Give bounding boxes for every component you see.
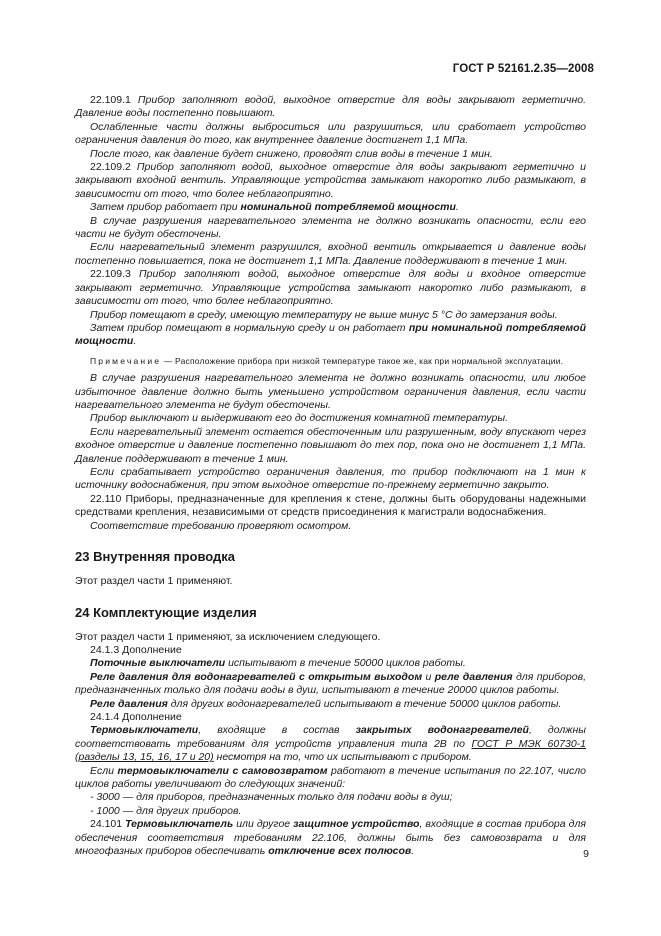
note-text: — Расположение прибора при низкой температуре такое же, как при нормальной эксплуатации.: [161, 355, 564, 366]
bold-term: реле давления: [434, 670, 513, 683]
bold-term: Реле давления: [90, 697, 168, 710]
paragraph: Прибор выключают и выдерживают его до достижения комнатной температуры.: [90, 412, 509, 425]
text: , входящие в состав прибора для обеспечения соответствия требованиям 22.106, должны быть без самовозврата и для многофазных приборов обеспечивать: [75, 818, 586, 857]
paragraph: Соответствие требованию проверяют осмотром.: [90, 519, 352, 532]
paragraph-22-109-3: [75, 268, 586, 308]
paragraph-22-109-2: [75, 161, 586, 201]
text: для других водонагревателей испытывают в течение 50000 циклов работы.: [167, 697, 562, 710]
text: несмотря на то, что их испытывают с прибором.: [213, 751, 472, 764]
bold-term: отключение всех полюсов: [268, 845, 412, 857]
paragraph: [75, 657, 586, 670]
text: для приборов, предназначенных только для подачи воды в душ, испытывают в течение 20000 циклов работы.: [75, 670, 586, 697]
text: работают в течение испытания по 22.107, число циклов работы увеличивают до следующих значений:: [75, 764, 586, 790]
text: .: [455, 201, 459, 214]
bold-term: при номинальной потребляемой мощности: [75, 321, 586, 348]
paragraph: Если срабатывает устройство ограничения давления, то прибор подключают на 1 мин к источнику водоснабжения, при этом выходное отверстие по-прежнему герметично закрыто.: [75, 466, 586, 492]
bold-term: Поточные выключатели: [90, 657, 226, 670]
document-header: ГОСТ Р 52161.2.35—2008: [452, 63, 594, 75]
text: или другое: [233, 818, 294, 831]
paragraph: [75, 724, 586, 764]
clause-24-1-3: 24.1.3 Дополнение: [90, 643, 182, 656]
section-heading-24: 24 Комплектующие изделия: [75, 604, 257, 620]
paragraph-22-109-1: [75, 94, 586, 121]
paragraph-24-101: [75, 818, 586, 858]
text: испытывают в течение 50000 циклов работы.: [225, 657, 466, 670]
paragraph: Прибор помещают в среду, имеющую температуру не выше минус 5 °С до замерзания воды.: [90, 308, 558, 321]
clause-text: Прибор заполняют водой, выходное отверстие для воды закрывают герметично и закрывают входной вентиль. Управляющие устройства замыкают накоротко либо размыкают, в зависимости от того, что более неблагоприятно.: [75, 161, 586, 200]
text: .: [133, 335, 137, 348]
list-item: - 1000 — для других приборов.: [90, 804, 242, 817]
paragraph: [75, 322, 586, 349]
clause-text: Прибор заполняют водой, выходное отверстие для воды и входное отверстие закрывают герметично. Управляющие устройства замыкают накоротко либо размыкают, в зависимости от того, что более неблагоприятно.: [75, 268, 586, 308]
paragraph: Если нагревательный элемент разрушился, входной вентиль открывается и давление воды постепенно повышается, пока не достигнет 1,1 МПа. Давление поддерживают в течение 1 мин.: [75, 241, 586, 267]
clause-24-1-4: 24.1.4 Дополнение: [90, 710, 182, 723]
bold-term: термовыключатели с самовозвратом: [117, 764, 328, 777]
paragraph: [75, 201, 586, 214]
section-heading-23: 23 Внутренняя проводка: [75, 549, 236, 565]
page-number: 9: [583, 848, 589, 860]
bold-term: защитное устройство: [293, 818, 420, 831]
paragraph: Если нагревательный элемент остается обесточенным или разрушенным, воду впускают через входное отверстие и давление постепенно повышают до тех пор, пока оно не достигнет 1,1 МПа. Давление поддерживают в течение 1 мин.: [75, 425, 586, 465]
paragraph: [75, 698, 586, 711]
list-item: - 3000 — для приборов, предназначенных только для подачи воды в душ;: [90, 791, 453, 804]
note: [75, 355, 586, 368]
text: Затем прибор работает при: [90, 201, 241, 214]
note-label: Примечание: [90, 355, 162, 366]
paragraph: Ослабленные части должны выброситься или разрушиться, или сработает устройство ограничения давления до того, как внутреннее давление достигнет 1,1 МПа.: [75, 120, 586, 147]
text: Затем прибор помещают в нормальную среду и он работает: [90, 321, 409, 334]
text: .: [411, 845, 415, 857]
text: , входящие в состав: [198, 724, 356, 737]
clause-number: 22.109.3: [90, 268, 140, 281]
bold-term: Термовыключатель: [125, 818, 234, 831]
bold-term: номинальной потребляемой мощности: [240, 201, 456, 214]
paragraph: После того, как давление будет снижено, проводят слив воды в течение 1 мин.: [90, 147, 493, 160]
paragraph: [75, 671, 586, 698]
paragraph: Этот раздел части 1 применяют, за исключением следующего.: [75, 630, 381, 643]
clause-number: 24.101: [90, 818, 126, 831]
text: , должны соответствовать требованиям для устройств управления типа 2В по: [75, 724, 586, 750]
standard-reference-link[interactable]: ГОСТ Р МЭК 60730-1 (разделы 13, 15, 16, 17 и 20): [75, 737, 587, 764]
clause-number: 22.109.1: [90, 94, 138, 106]
paragraph: В случае разрушения нагревательного элемента не должно возникать опасности, или любое избыточное давление должно быть уменьшено устройством ограничения давления, если части нагревательного элемента не будут обесточены.: [75, 372, 586, 412]
paragraph: Этот раздел части 1 применяют.: [75, 575, 233, 588]
bold-term: Реле давления для водонагревателей с открытым выходом: [90, 670, 423, 683]
paragraph-22-110: 22.110 Приборы, предназначенные для крепления к стене, должны быть оборудованы надежными средствами крепления, независимыми от средств присоединения к магистрали водоснабжения.: [75, 492, 586, 519]
paragraph: [75, 765, 586, 792]
text: и: [422, 670, 435, 683]
text: Если: [90, 764, 118, 777]
paragraph: В случае разрушения нагревательного элемента не должно возникать опасности, если его части не будут обесточены.: [75, 214, 586, 241]
page-body: [75, 94, 586, 858]
bold-term: закрытых водонагревателей: [355, 724, 529, 737]
bold-term: Термовыключатели: [90, 724, 199, 737]
clause-text: Прибор заполняют водой, выходное отверстие для воды закрывают герметично. Давление воды постепенно повышают.: [75, 94, 586, 120]
clause-number: 22.109.2: [90, 161, 137, 174]
